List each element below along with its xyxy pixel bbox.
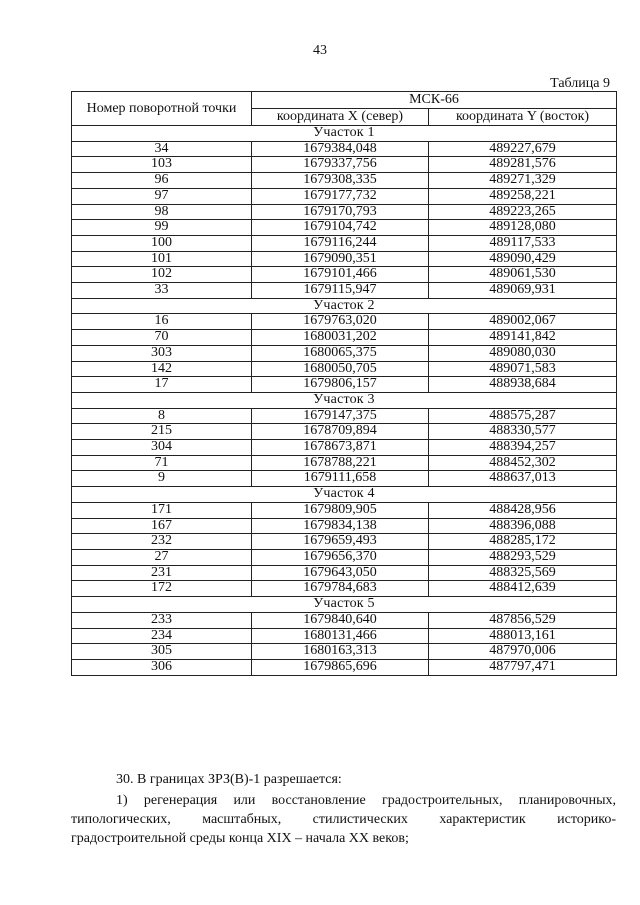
- table-row: [72, 220, 617, 236]
- y-coordinate-cell: 488325,569: [429, 565, 617, 581]
- table-row: [72, 141, 617, 157]
- coordinates-table: [71, 91, 617, 676]
- y-coordinate-cell: 487970,006: [429, 644, 617, 660]
- x-coordinate-cell: 1679763,020: [252, 314, 429, 330]
- table-row: [72, 283, 617, 299]
- header-coordinate-system: МСК-66: [252, 92, 617, 109]
- x-coordinate-cell: 1680163,313: [252, 644, 429, 660]
- point-number-cell: 33: [72, 283, 252, 299]
- point-number-cell: 97: [72, 188, 252, 204]
- table-row: [72, 581, 617, 597]
- x-coordinate-cell: 1680065,375: [252, 345, 429, 361]
- y-coordinate-cell: 488428,956: [429, 502, 617, 518]
- y-coordinate-cell: 489061,530: [429, 267, 617, 283]
- point-number-cell: 232: [72, 534, 252, 550]
- x-coordinate-cell: 1679865,696: [252, 659, 429, 675]
- table-row: [72, 502, 617, 518]
- table-row: [72, 565, 617, 581]
- table-row: [72, 612, 617, 628]
- x-coordinate-cell: 1679104,742: [252, 220, 429, 236]
- x-coordinate-cell: 1678788,221: [252, 455, 429, 471]
- y-coordinate-cell: 489090,429: [429, 251, 617, 267]
- paragraph-1-text: 1) регенерация или восстановление градостроительных, планировочных, типологических, масштабных, стилистических характеристик историко-градостроительной среды конца XIX – начала XX веков;: [71, 793, 616, 846]
- table-row: [72, 204, 617, 220]
- point-number-cell: 215: [72, 424, 252, 440]
- table-row: [72, 659, 617, 675]
- x-coordinate-cell: 1679337,756: [252, 157, 429, 173]
- table-row: [72, 377, 617, 393]
- section-title: Участок 3: [72, 392, 617, 408]
- x-coordinate-cell: 1679840,640: [252, 612, 429, 628]
- x-coordinate-cell: 1678673,871: [252, 440, 429, 456]
- y-coordinate-cell: 489002,067: [429, 314, 617, 330]
- table-row: [72, 534, 617, 550]
- x-coordinate-cell: 1679147,375: [252, 408, 429, 424]
- table-row: [72, 408, 617, 424]
- x-coordinate-cell: 1679659,493: [252, 534, 429, 550]
- table-body: [72, 126, 617, 676]
- y-coordinate-cell: 489227,679: [429, 141, 617, 157]
- point-number-cell: 100: [72, 235, 252, 251]
- section-row: [72, 392, 617, 408]
- x-coordinate-cell: 1679384,048: [252, 141, 429, 157]
- y-coordinate-cell: 489080,030: [429, 345, 617, 361]
- table-row: [72, 440, 617, 456]
- section-row: [72, 298, 617, 314]
- x-coordinate-cell: 1679784,683: [252, 581, 429, 597]
- x-coordinate-cell: 1680050,705: [252, 361, 429, 377]
- y-coordinate-cell: 487797,471: [429, 659, 617, 675]
- section-row: [72, 126, 617, 142]
- point-number-cell: 305: [72, 644, 252, 660]
- x-coordinate-cell: 1679834,138: [252, 518, 429, 534]
- y-coordinate-cell: 488452,302: [429, 455, 617, 471]
- section-title: Участок 2: [72, 298, 617, 314]
- table-row: [72, 267, 617, 283]
- table-row: [72, 455, 617, 471]
- point-number-cell: 98: [72, 204, 252, 220]
- point-number-cell: 303: [72, 345, 252, 361]
- table-row: [72, 644, 617, 660]
- x-coordinate-cell: 1679177,732: [252, 188, 429, 204]
- y-coordinate-cell: 489069,931: [429, 283, 617, 299]
- x-coordinate-cell: 1679116,244: [252, 235, 429, 251]
- x-coordinate-cell: 1679308,335: [252, 173, 429, 189]
- y-coordinate-cell: 489281,576: [429, 157, 617, 173]
- point-number-cell: 70: [72, 330, 252, 346]
- y-coordinate-cell: 488412,639: [429, 581, 617, 597]
- section-row: [72, 597, 617, 613]
- x-coordinate-cell: 1679643,050: [252, 565, 429, 581]
- point-number-cell: 101: [72, 251, 252, 267]
- y-coordinate-cell: 488285,172: [429, 534, 617, 550]
- y-coordinate-cell: 489141,842: [429, 330, 617, 346]
- header-x-coordinate: координата X (север): [252, 109, 429, 126]
- table-row: [72, 424, 617, 440]
- x-coordinate-cell: 1679656,370: [252, 549, 429, 565]
- y-coordinate-cell: 489223,265: [429, 204, 617, 220]
- table-row: [72, 345, 617, 361]
- section-title: Участок 4: [72, 487, 617, 503]
- x-coordinate-cell: 1679090,351: [252, 251, 429, 267]
- x-coordinate-cell: 1679115,947: [252, 283, 429, 299]
- point-number-cell: 17: [72, 377, 252, 393]
- y-coordinate-cell: 488938,684: [429, 377, 617, 393]
- page-number: 43: [313, 43, 327, 58]
- section-title: Участок 1: [72, 126, 617, 142]
- table-row: [72, 157, 617, 173]
- table-row: [72, 314, 617, 330]
- section-title: Участок 5: [72, 597, 617, 613]
- point-number-cell: 8: [72, 408, 252, 424]
- table-caption: Таблица 9: [550, 76, 610, 91]
- paragraph-30: 30. В границах ЗРЗ(В)-1 разрешается:: [116, 772, 342, 787]
- point-number-cell: 103: [72, 157, 252, 173]
- y-coordinate-cell: 488013,161: [429, 628, 617, 644]
- point-number-cell: 167: [72, 518, 252, 534]
- point-number-cell: 233: [72, 612, 252, 628]
- y-coordinate-cell: 488396,088: [429, 518, 617, 534]
- y-coordinate-cell: 488637,013: [429, 471, 617, 487]
- y-coordinate-cell: 487856,529: [429, 612, 617, 628]
- y-coordinate-cell: 489258,221: [429, 188, 617, 204]
- point-number-cell: 234: [72, 628, 252, 644]
- y-coordinate-cell: 488293,529: [429, 549, 617, 565]
- y-coordinate-cell: 488394,257: [429, 440, 617, 456]
- table-row: [72, 173, 617, 189]
- point-number-cell: 142: [72, 361, 252, 377]
- table-row: [72, 188, 617, 204]
- table-row: [72, 251, 617, 267]
- y-coordinate-cell: 489271,329: [429, 173, 617, 189]
- point-number-cell: 304: [72, 440, 252, 456]
- x-coordinate-cell: 1680131,466: [252, 628, 429, 644]
- x-coordinate-cell: 1678709,894: [252, 424, 429, 440]
- point-number-cell: 99: [72, 220, 252, 236]
- point-number-cell: 9: [72, 471, 252, 487]
- header-y-coordinate: координата Y (восток): [429, 109, 617, 126]
- table-row: [72, 518, 617, 534]
- point-number-cell: 96: [72, 173, 252, 189]
- point-number-cell: 27: [72, 549, 252, 565]
- point-number-cell: 16: [72, 314, 252, 330]
- x-coordinate-cell: 1679806,157: [252, 377, 429, 393]
- point-number-cell: 171: [72, 502, 252, 518]
- section-row: [72, 487, 617, 503]
- point-number-cell: 172: [72, 581, 252, 597]
- point-number-cell: 34: [72, 141, 252, 157]
- y-coordinate-cell: 488575,287: [429, 408, 617, 424]
- table-row: [72, 361, 617, 377]
- y-coordinate-cell: 489117,533: [429, 235, 617, 251]
- point-number-cell: 71: [72, 455, 252, 471]
- x-coordinate-cell: 1679101,466: [252, 267, 429, 283]
- point-number-cell: 102: [72, 267, 252, 283]
- table-row: [72, 471, 617, 487]
- point-number-cell: 306: [72, 659, 252, 675]
- table-row: [72, 235, 617, 251]
- table-row: [72, 549, 617, 565]
- table-row: [72, 330, 617, 346]
- table-row: [72, 628, 617, 644]
- paragraph-1: [71, 791, 616, 848]
- y-coordinate-cell: 488330,577: [429, 424, 617, 440]
- y-coordinate-cell: 489128,080: [429, 220, 617, 236]
- x-coordinate-cell: 1679111,658: [252, 471, 429, 487]
- x-coordinate-cell: 1679170,793: [252, 204, 429, 220]
- point-number-cell: 231: [72, 565, 252, 581]
- x-coordinate-cell: 1680031,202: [252, 330, 429, 346]
- y-coordinate-cell: 489071,583: [429, 361, 617, 377]
- x-coordinate-cell: 1679809,905: [252, 502, 429, 518]
- header-point-number: Номер поворотной точки: [72, 92, 252, 126]
